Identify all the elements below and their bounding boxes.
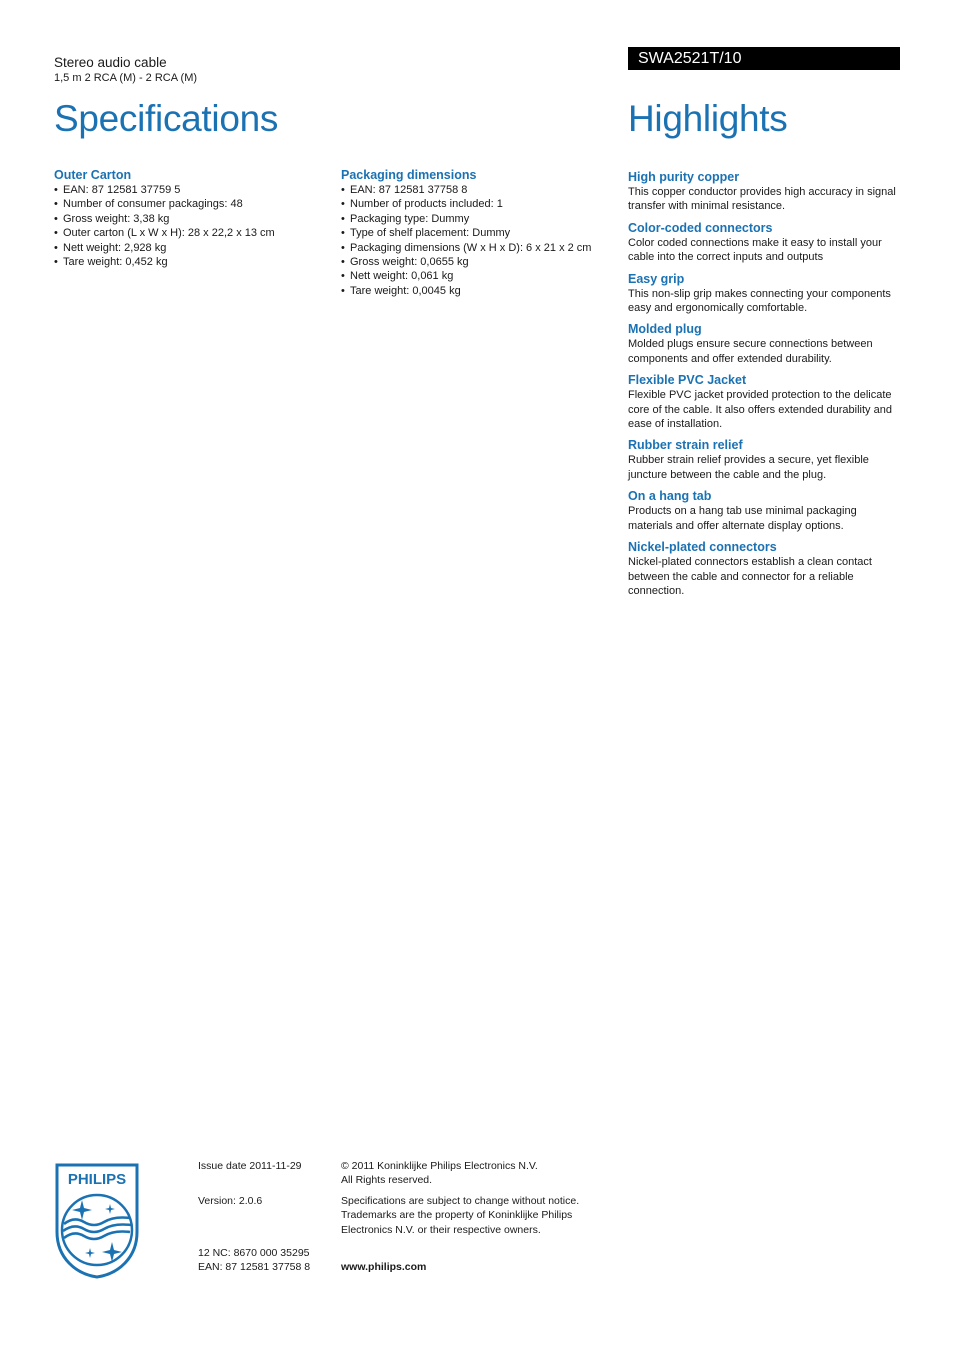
product-title: Stereo audio cable xyxy=(54,55,167,70)
highlight-title: High purity copper xyxy=(628,170,740,184)
highlight-title: On a hang tab xyxy=(628,489,712,504)
highlight-text: Products on a hang tab use minimal packaging materials and offer alternate display options. xyxy=(628,505,857,532)
specifications-heading: Specifications xyxy=(54,98,279,139)
list-item: • Type of shelf placement: Dummy xyxy=(341,226,621,240)
section-title: Outer Carton xyxy=(54,168,132,182)
list-item: • Gross weight: 0,0655 kg xyxy=(341,255,621,269)
highlight-text: This non-slip grip makes connecting your components easy and ergonomically comfortable. xyxy=(628,287,891,315)
list-item: • Gross weight: 3,38 kg xyxy=(54,212,334,226)
list-item: • Tare weight: 0,0045 kg xyxy=(341,284,621,298)
website-link[interactable]: www.philips.com xyxy=(341,1261,427,1273)
version: Version: 2.0.6 xyxy=(198,1195,263,1207)
list-item: • EAN: 87 12581 37758 8 xyxy=(341,183,621,197)
model-number-badge: SWA2521T/10 xyxy=(628,47,900,70)
highlight-title: Rubber strain relief xyxy=(628,438,743,453)
highlight-title: Color-coded connectors xyxy=(628,220,773,235)
product-subtitle: 1,5 m 2 RCA (M) - 2 RCA (M) xyxy=(54,72,198,84)
highlight-text: This copper conductor provides high accuracy in signal transfer with minimal resistance. xyxy=(628,186,896,213)
highlight-item xyxy=(628,272,903,316)
highlight-item xyxy=(628,373,903,431)
highlight-text: Rubber strain relief provides a secure, yet flexible juncture between the cable and the plug. xyxy=(628,454,869,481)
highlight-title: Easy grip xyxy=(628,271,685,286)
notice-line-3: Electronics N.V. or their respective owners. xyxy=(341,1224,541,1236)
list-item: • Packaging dimensions (W x H x D): 6 x 21 x 2 cm xyxy=(341,241,621,255)
packaging-dimensions-list xyxy=(341,183,621,298)
outer-carton-section xyxy=(54,168,334,269)
highlight-title: Molded plug xyxy=(628,322,702,337)
ean-number: EAN: 87 12581 37758 8 xyxy=(198,1261,311,1273)
list-item: • Tare weight: 0,452 kg xyxy=(54,255,334,269)
highlight-text: Nickel-plated connectors establish a clean contact between the cable and connector for a reliable connection. xyxy=(628,556,872,597)
highlights-list xyxy=(628,170,903,605)
list-item: • Nett weight: 0,061 kg xyxy=(341,269,621,283)
list-item: • Nett weight: 2,928 kg xyxy=(54,241,334,255)
list-item: • Outer carton (L x W x H): 28 x 22,2 x 13 cm xyxy=(54,226,334,240)
highlight-text: Flexible PVC jacket provided protection to the delicate core of the cable. It also offers extended durability and ease of installation. xyxy=(628,389,892,431)
highlight-item xyxy=(628,322,903,366)
list-item: • Number of consumer packagings: 48 xyxy=(54,197,334,211)
issue-date: Issue date 2011-11-29 xyxy=(198,1160,302,1172)
logo-wordmark: PHILIPS xyxy=(67,1171,127,1188)
section-title: Packaging dimensions xyxy=(341,168,477,182)
highlight-item xyxy=(628,489,903,533)
highlight-item xyxy=(628,170,903,214)
list-item: • Number of products included: 1 xyxy=(341,197,621,211)
list-item: • EAN: 87 12581 37759 5 xyxy=(54,183,334,197)
highlight-item xyxy=(628,438,903,482)
highlight-title: Nickel-plated connectors xyxy=(628,540,777,555)
highlight-text: Color coded connections make it easy to install your cable into the correct inputs and outputs xyxy=(628,236,882,264)
philips-logo xyxy=(54,1162,140,1280)
highlight-text: Molded plugs ensure secure connections between components and offer extended durability. xyxy=(628,338,873,365)
highlights-heading: Highlights xyxy=(628,98,788,139)
packaging-dimensions-section xyxy=(341,168,621,298)
notice-line-1: Specifications are subject to change without notice. xyxy=(341,1195,580,1207)
copyright-line-1: © 2011 Koninklijke Philips Electronics N.V. xyxy=(341,1160,538,1172)
philips-shield-icon xyxy=(54,1162,140,1280)
copyright-line-2: All Rights reserved. xyxy=(341,1174,433,1186)
highlight-title: Flexible PVC Jacket xyxy=(628,373,747,388)
nc-number: 12 NC: 8670 000 35295 xyxy=(198,1247,310,1259)
highlight-item xyxy=(628,221,903,265)
notice-line-2: Trademarks are the property of Koninklijke Philips xyxy=(341,1209,573,1221)
list-item: • Packaging type: Dummy xyxy=(341,212,621,226)
outer-carton-list xyxy=(54,183,334,269)
highlight-item xyxy=(628,540,903,598)
